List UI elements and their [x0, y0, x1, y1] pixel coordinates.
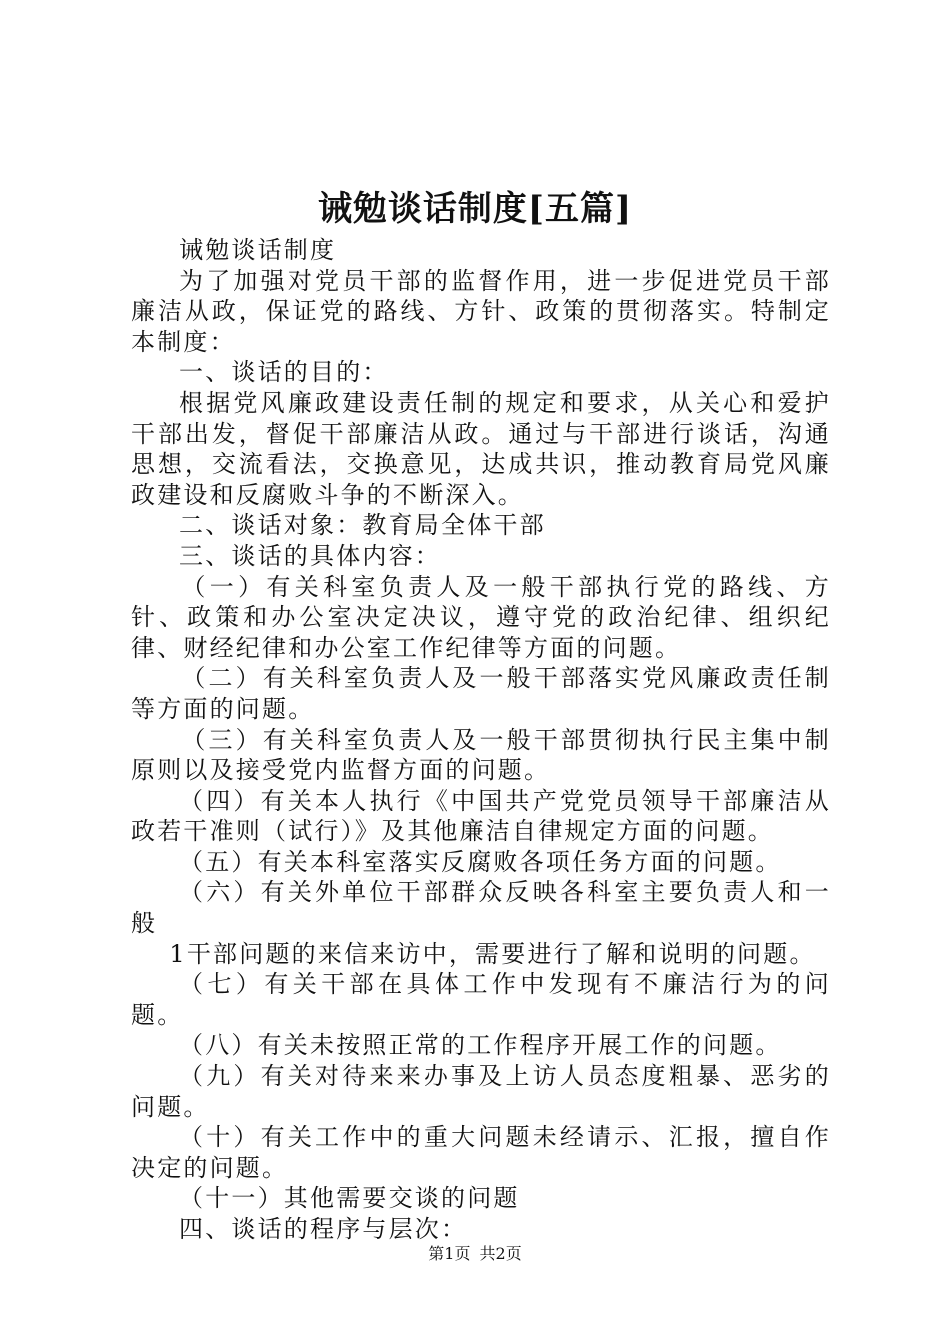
document-body — [131, 235, 831, 1245]
list-item: （十一）其他需要交谈的问题 — [179, 1184, 520, 1213]
paragraph-purpose: 根据党风廉政建设责任制的规定和要求，从关心和爱护干部出发，督促干部廉洁从政。通过与干部进行谈话，沟通思想，交流看法，交换意见，达成共识，推动教育局党风廉政建设和反腐败斗争的不断深入。 — [131, 388, 831, 509]
page-total: 共2页 — [479, 1244, 522, 1263]
list-item: （二）有关科室负责人及一般干部落实党风廉政责任制等方面的问题。 — [131, 664, 831, 723]
list-item: （十）有关工作中的重大问题未经请示、汇报，擅自作决定的问题。 — [131, 1123, 831, 1182]
heading-content: 三、谈话的具体内容： — [179, 541, 441, 570]
list-item: （五）有关本科室落实反腐败各项任务方面的问题。 — [179, 847, 782, 876]
list-item: （七）有关干部在具体工作中发现有不廉洁行为的问题。 — [131, 970, 831, 1029]
heading-targets: 二、谈话对象：教育局全体干部 — [179, 511, 546, 540]
heading-procedure: 四、谈话的程序与层次： — [179, 1215, 468, 1243]
list-item: （八）有关未按照正常的工作程序开展工作的问题。 — [179, 1031, 782, 1060]
paragraph-subtitle: 诫勉谈话制度 — [179, 236, 337, 264]
list-item: （六）有关外单位干部群众反映各科室主要负责人和一般 — [131, 878, 831, 938]
list-item-continuation: 1干部问题的来信来访中，需要进行了解和说明的问题。 — [169, 939, 816, 968]
list-item: （三）有关科室负责人及一般干部贯彻执行民主集中制原则以及接受党内监督方面的问题。 — [131, 725, 831, 785]
list-item: （九）有关对待来来办事及上访人员态度粗暴、恶劣的问题。 — [131, 1062, 831, 1121]
list-item: （四）有关本人执行《中国共产党党员领导干部廉洁从政若干准则（试行）》及其他廉洁自律规定方面的问题。 — [131, 786, 831, 846]
page-number: 第1页 — [428, 1244, 471, 1263]
page-footer — [0, 1243, 950, 1265]
heading-purpose: 一、谈话的目的： — [179, 358, 389, 387]
paragraph-intro: 为了加强对党员干部的监督作用，进一步促进党员干部廉洁从政，保证党的路线、方针、政策的贯彻落实。特制定本制度： — [131, 266, 831, 356]
document-title: 诫勉谈话制度[五篇] — [317, 189, 633, 229]
list-item: （一）有关科室负责人及一般干部执行党的路线、方针、政策和办公室决定决议，遵守党的政治纪律、组织纪律、财经纪律和办公室工作纪律等方面的问题。 — [131, 572, 831, 662]
